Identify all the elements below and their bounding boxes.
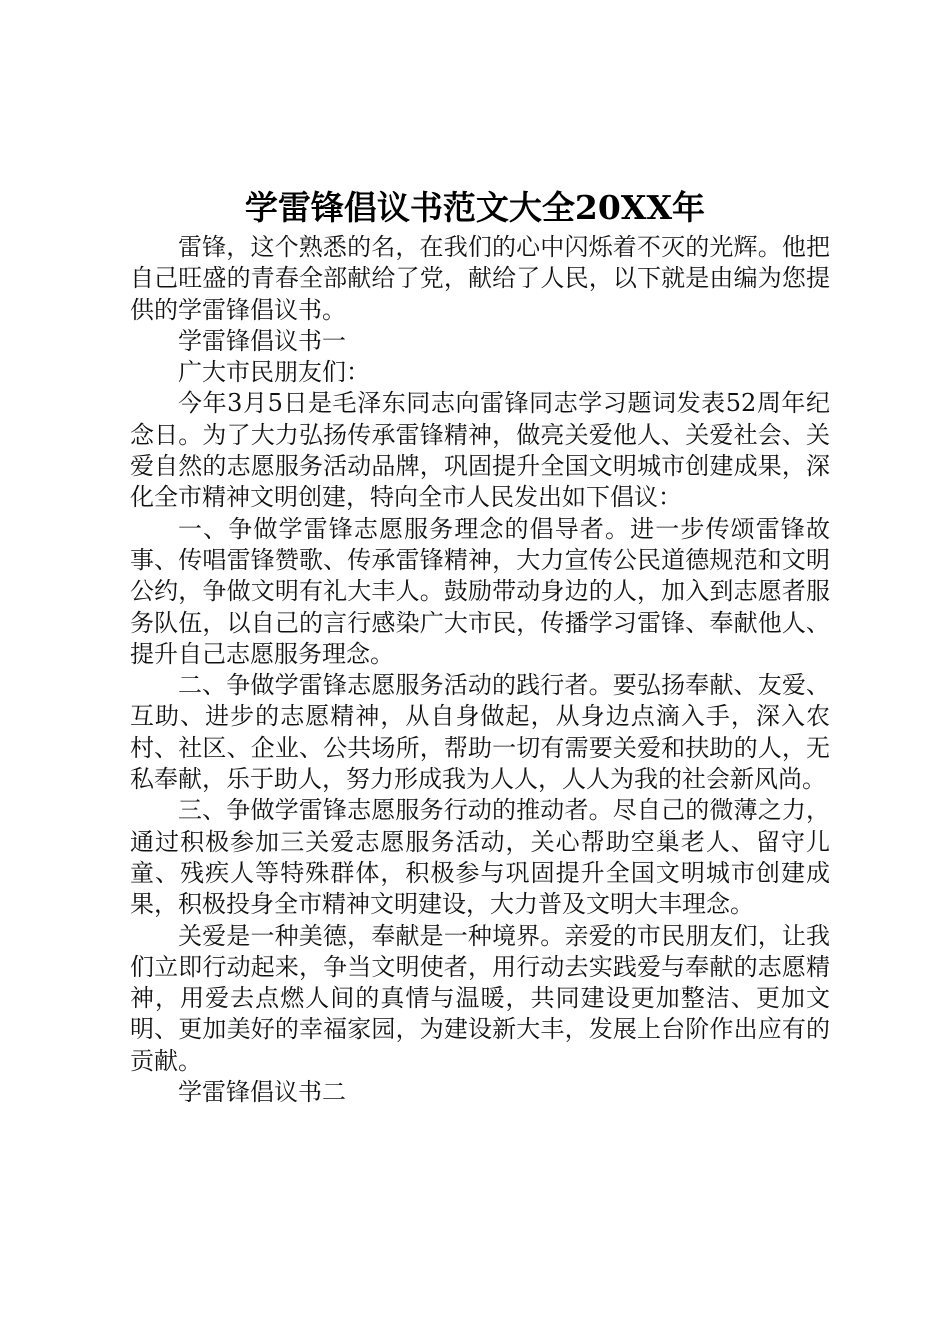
salutation: 广大市民朋友们： bbox=[178, 358, 370, 387]
document-title: 学雷锋倡议书范文大全20XX年 bbox=[244, 188, 706, 227]
section-heading-one: 学雷锋倡议书一 bbox=[178, 326, 346, 355]
closing-paragraph: 关爱是一种美德，奉献是一种境界。亲爱的市民朋友们，让我们立即行动起来，争当文明使者，用行动去实践爱与奉献的志愿精神，用爱去点燃人间的真情与温暖，共同建设更加整洁、更加文明、更加美好的幸福家园，为建设新大丰，发展上台阶作出应有的贡献。 bbox=[130, 921, 830, 1075]
proposal-item-one: 一、争做学雷锋志愿服务理念的倡导者。进一步传颂雷锋故事、传唱雷锋赞歌、传承雷锋精神，大力宣传公民道德规范和文明公约，争做文明有礼大丰人。鼓励带动身边的人，加入到志愿者服务队伍，以自己的言行感染广大市民，传播学习雷锋、奉献他人、提升自己志愿服务理念。 bbox=[130, 514, 830, 668]
proposal-item-three: 三、争做学雷锋志愿服务行动的推动者。尽自己的微薄之力，通过积极参加三关爱志愿服务活动，关心帮助空巢老人、留守儿童、残疾人等特殊群体，积极参与巩固提升全国文明城市创建成果，积极投身全市精神文明建设，大力普及文明大丰理念。 bbox=[130, 796, 830, 919]
section-heading-two: 学雷锋倡议书二 bbox=[178, 1078, 346, 1107]
background-paragraph: 今年3月5日是毛泽东同志向雷锋同志学习题词发表52周年纪念日。为了大力弘扬传承雷锋精神，做亮关爱他人、关爱社会、关爱自然的志愿服务活动品牌，巩固提升全国文明城市创建成果，深化全市精神文明创建，特向全市人民发出如下倡议： bbox=[130, 389, 830, 512]
document-body bbox=[130, 232, 830, 1108]
intro-paragraph: 雷锋，这个熟悉的名，在我们的心中闪烁着不灭的光辉。他把自己旺盛的青春全部献给了党，献给了人民，以下就是由编为您提供的学雷锋倡议书。 bbox=[130, 233, 830, 324]
proposal-item-two: 二、争做学雷锋志愿服务活动的践行者。要弘扬奉献、友爱、互助、进步的志愿精神，从自身做起，从身边点滴入手，深入农村、社区、企业、公共场所，帮助一切有需要关爱和扶助的人，无私奉献，乐于助人，努力形成我为人人，人人为我的社会新风尚。 bbox=[130, 671, 830, 794]
